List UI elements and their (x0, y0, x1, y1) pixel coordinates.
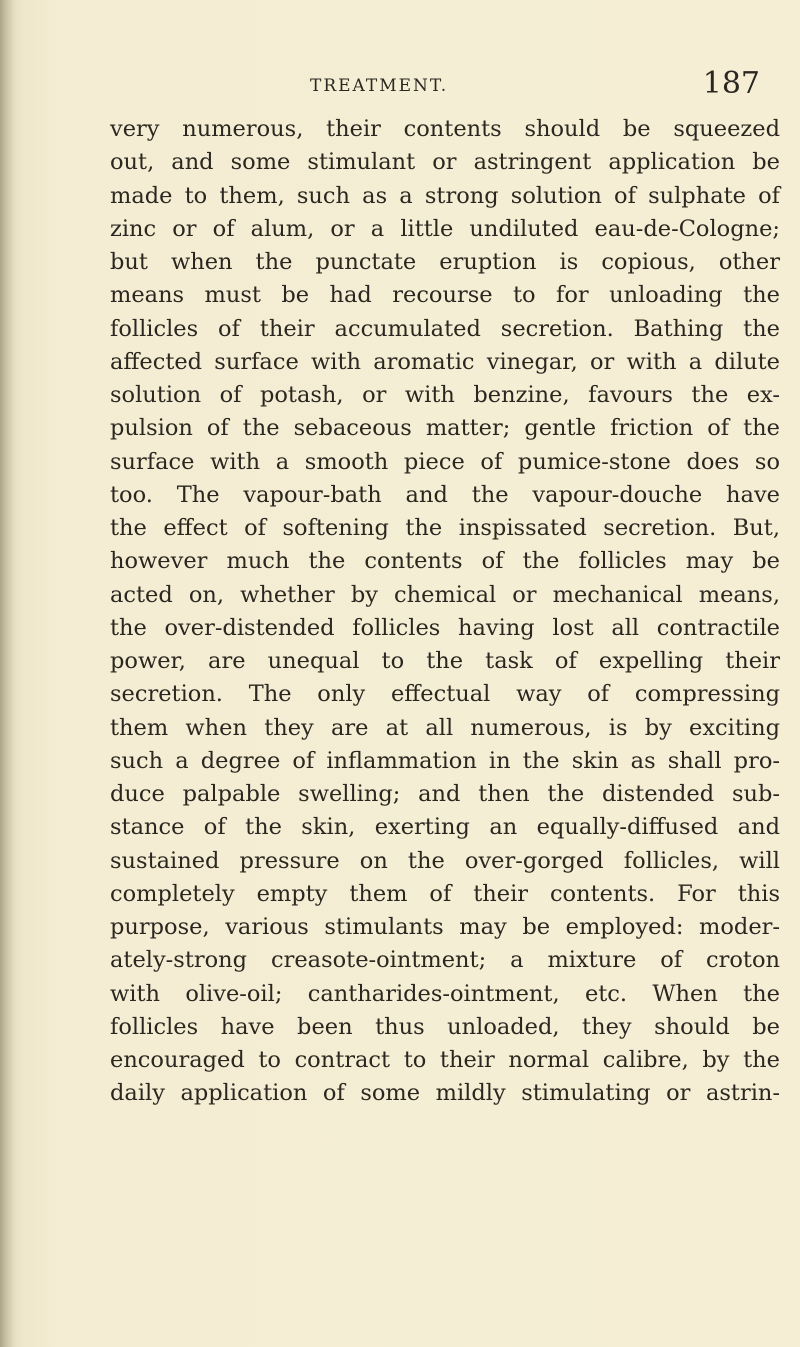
text-line: daily application of some mildly stimulating or astrin- (110, 1080, 780, 1107)
text-line: means must be had recourse to for unloading the (110, 282, 780, 309)
text-line: such a degree of inflammation in the skin as shall pro- (110, 747, 780, 774)
text-line: made to them, such as a strong solution of sulphate of (110, 182, 780, 209)
binding-gutter-shadow (0, 0, 14, 1347)
text-line: duce palpable swelling; and then the distended sub- (110, 781, 780, 807)
text-line: sustained pressure on the over-gorged follicles, will (110, 847, 780, 874)
page-number: 187 (702, 66, 760, 101)
text-line: but when the punctate eruption is copious, other (110, 249, 780, 275)
text-line: the over-distended follicles having lost all contractile (110, 614, 780, 641)
text-line: too. The vapour-bath and the vapour-douche have (110, 481, 780, 508)
text-line: ately-strong creasote-ointment; a mixture of croton (110, 947, 780, 974)
text-line: encouraged to contract to their normal calibre, by the (110, 1047, 780, 1073)
text-line: completely empty them of their contents. For this (110, 880, 780, 907)
text-line: zinc or of alum, or a little undiluted eau-de-Cologne; (110, 215, 780, 242)
text-line: solution of potash, or with benzine, favours the ex- (110, 382, 780, 408)
text-line: them when they are at all numerous, is by exciting (110, 714, 780, 741)
running-head (110, 66, 760, 106)
text-line: pulsion of the sebaceous matter; gentle friction of the (110, 415, 780, 442)
text-line: follicles of their accumulated secretion. Bathing the (110, 315, 780, 342)
text-line: stance of the skin, exerting an equally-diffused and (110, 814, 780, 841)
text-line: however much the contents of the follicles may be (110, 548, 780, 575)
body-text (110, 113, 780, 1111)
text-line: secretion. The only effectual way of compressing (110, 681, 780, 708)
text-line: acted on, whether by chemical or mechanical means, (110, 581, 780, 608)
text-line: power, are unequal to the task of expelling their (110, 648, 780, 674)
text-line: with olive-oil; cantharides-ointment, etc. When the (110, 980, 780, 1007)
running-title: TREATMENT. (310, 76, 449, 96)
text-line: out, and some stimulant or astringent application be (110, 149, 780, 176)
text-line: the effect of softening the inspissated secretion. But, (110, 515, 780, 541)
text-line: purpose, various stimulants may be employed: moder- (110, 914, 780, 940)
text-line: surface with a smooth piece of pumice-stone does so (110, 448, 780, 475)
text-line: follicles have been thus unloaded, they should be (110, 1013, 780, 1040)
text-line: very numerous, their contents should be squeezed (110, 116, 780, 142)
text-line: affected surface with aromatic vinegar, or with a dilute (110, 348, 780, 375)
